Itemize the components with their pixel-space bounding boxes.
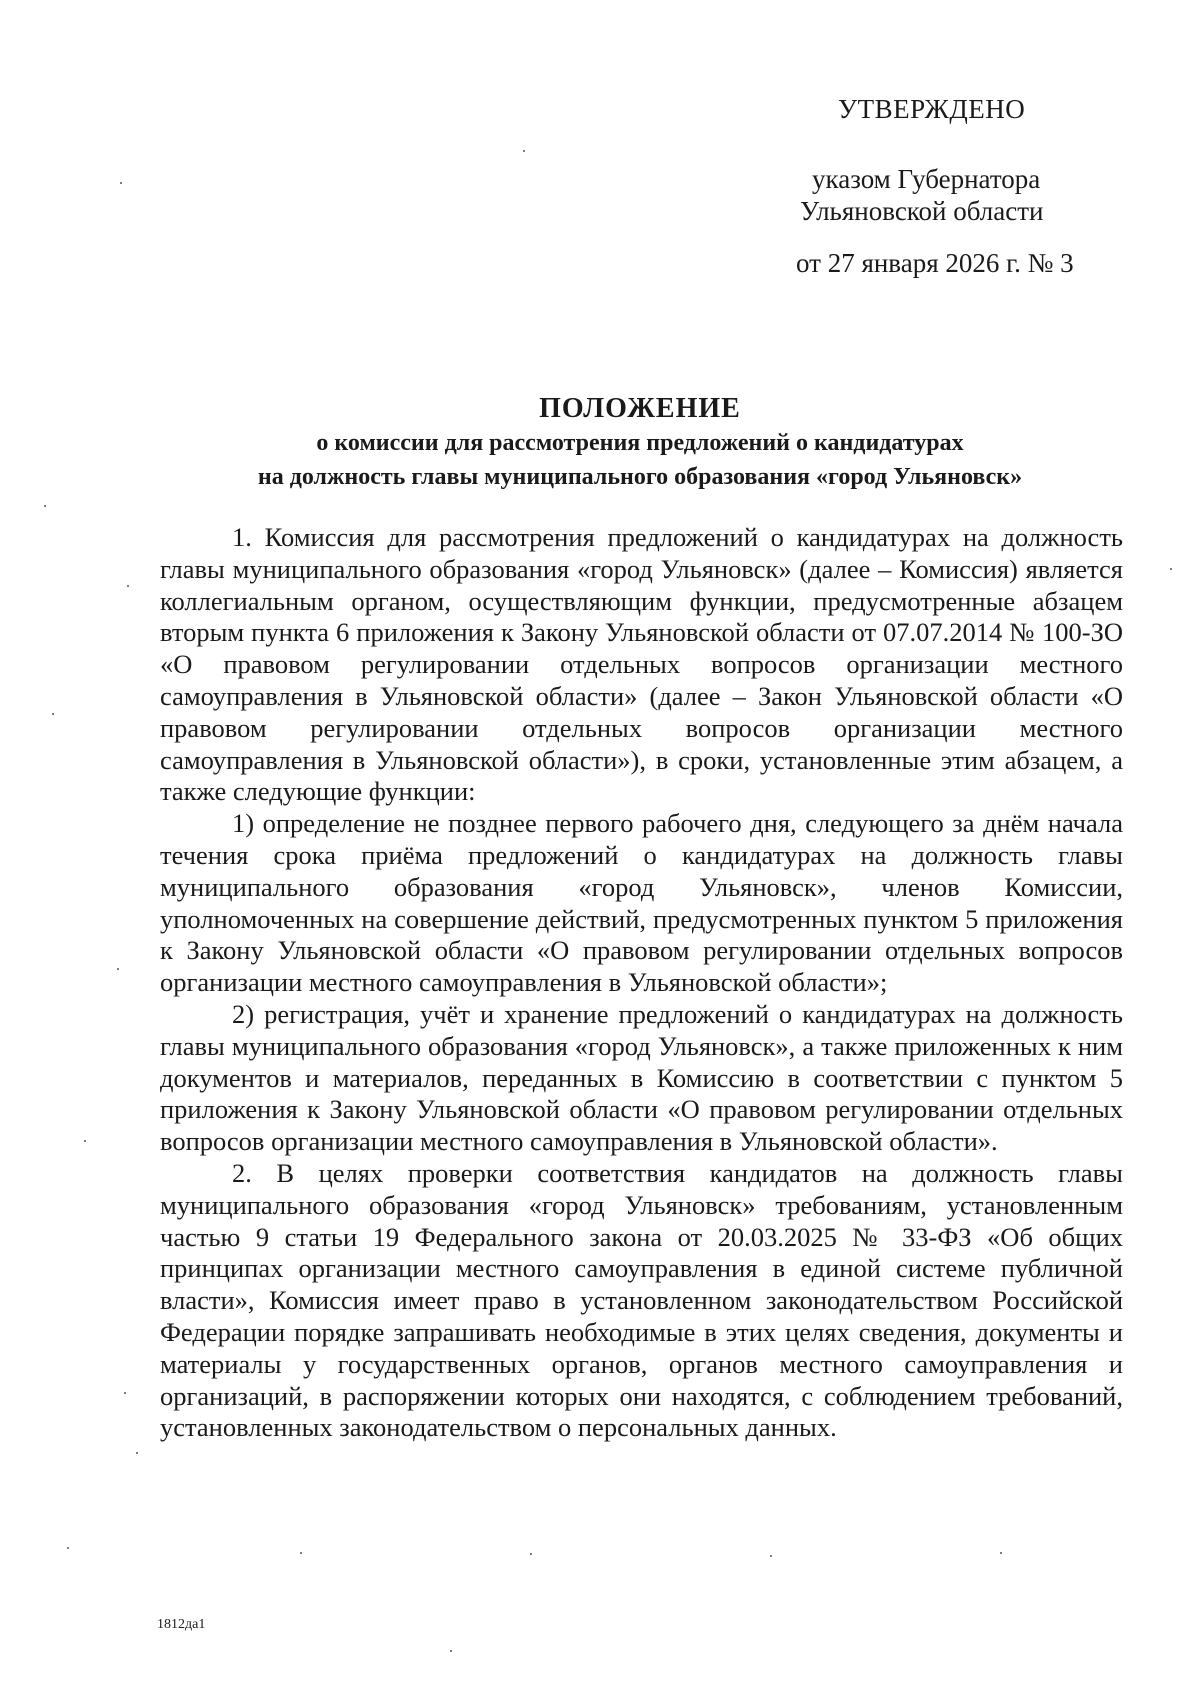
scan-speck <box>530 1553 532 1555</box>
paragraph-1-subitem-1: 1) определение не позднее первого рабочего дня, следующего за днём начала течения срока приёма предложений о кандидатурах на должность главы муниципального образования «город Ульяновск», членов Комиссии, уполномоченных на совершение действий, предусмотренных пунктом 5 приложения к Закону Ульяновской области «О правовом регулировании отдельных вопросов организации местного самоуправления в Ульяновской области»; <box>160 808 1123 998</box>
scan-speck <box>117 968 119 970</box>
scan-speck <box>52 713 54 715</box>
scan-speck <box>1000 1552 1002 1554</box>
scan-speck <box>1170 568 1172 570</box>
scan-speck <box>136 1452 138 1454</box>
document-subtitle-line-1: о комиссии для рассмотрения предложений о кандидатурах <box>316 430 964 456</box>
approval-date-line: от 27 января 2026 г. № 3 <box>796 248 1074 278</box>
approval-decree-line: указом Губернатора <box>812 164 1041 194</box>
approval-region-line: Ульяновской области <box>800 196 1044 226</box>
document-title-block <box>150 392 1130 494</box>
scan-speck <box>67 1547 69 1549</box>
paragraph-1-commission-definition: 1. Комиссия для рассмотрения предложений о кандидатурах на должность главы муниципального образования «город Ульяновск» (далее – Комиссия) является коллегиальным органом, осуществляющим функции, предусмотренные абзацем вторым пункта 6 приложения к Закону Ульяновской области от 07.07.2014 № 100-ЗО «О правовом регулировании отдельных вопросов организации местного самоуправления в Ульяновской области» (далее – Закон Ульяновской области «О правовом регулировании отдельных вопросов организации местного самоуправления в Ульяновской области»), в сроки, установленные этим абзацем, а также следующие функции: <box>160 522 1123 807</box>
scan-speck <box>770 1555 772 1557</box>
scan-speck <box>124 1392 126 1394</box>
document-body <box>160 522 1123 1444</box>
scan-speck <box>44 505 46 507</box>
document-subtitle-line-2: на должность главы муниципального образования «город Ульяновск» <box>257 464 1023 490</box>
scan-speck <box>127 585 129 587</box>
approval-heading: УТВЕРЖДЕНО <box>838 94 1026 124</box>
paragraph-2-verification-rights: 2. В целях проверки соответствия кандидатов на должность главы муниципального образования «город Ульяновск» требованиям, установленным частью 9 статьи 19 Федерального закона от 20.03.2025 № 33-ФЗ «Об общих принципах организации местного самоуправления в единой системе публичной власти», Комиссия имеет право в установленном законодательством Российской Федерации порядке запрашивать необходимые в этих целях сведения, документы и материалы у государственных органов, органов местного самоуправления и организаций, в распоряжении которых они находятся, с соблюдением требований, установленных законодательством о персональных данных. <box>160 1157 1123 1443</box>
scan-speck <box>84 1140 86 1142</box>
document-title: ПОЛОЖЕНИЕ <box>539 393 741 424</box>
scan-speck <box>120 182 122 184</box>
scan-speck <box>450 1650 452 1652</box>
document-code: 1812да1 <box>157 1617 206 1632</box>
scan-speck <box>523 150 525 152</box>
paragraph-1-subitem-2: 2) регистрация, учёт и хранение предложений о кандидатурах на должность главы муниципального образования «город Ульяновск», а также приложенных к ним документов и материалов, переданных в Комиссию в соответствии с пунктом 5 приложения к Закону Ульяновской области «О правовом регулировании отдельных вопросов организации местного самоуправления в Ульяновской области». <box>160 998 1123 1157</box>
scan-speck <box>300 1552 302 1554</box>
